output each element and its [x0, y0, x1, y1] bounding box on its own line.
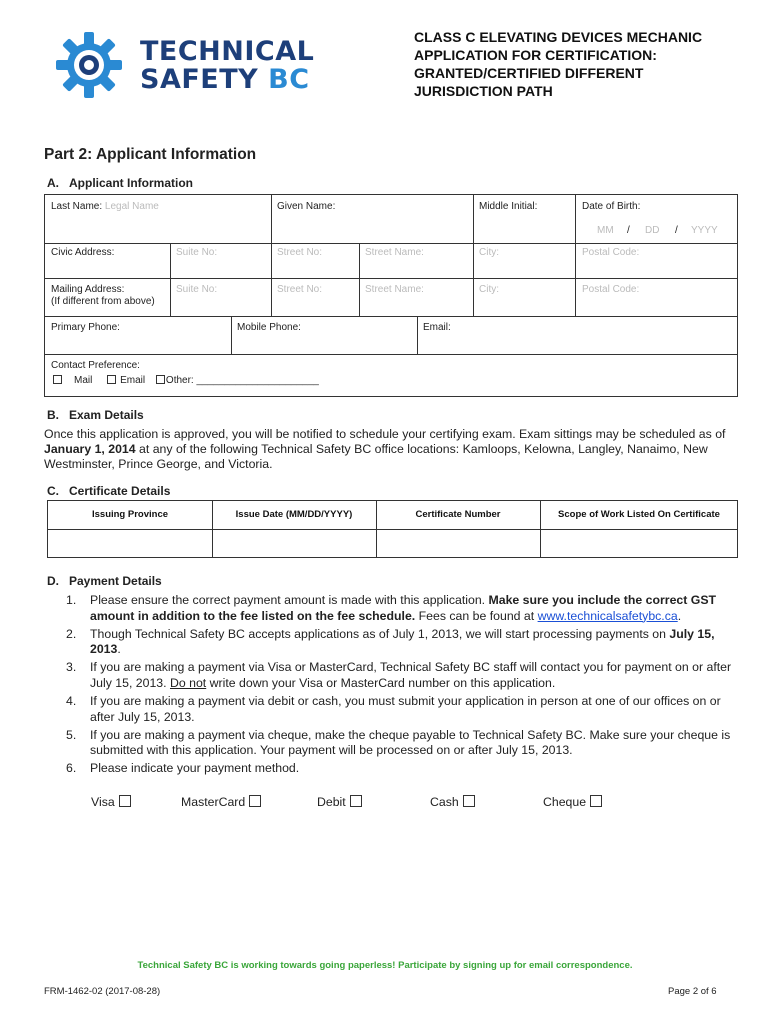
given-name-field[interactable]: Given Name: — [277, 201, 336, 212]
item-bold-text: Make sure you include the correct GST amount in addition to the fee listed on the fee schedule. — [90, 593, 717, 623]
middle-initial-field[interactable]: Middle Initial: — [479, 201, 538, 212]
mailing-suite-field[interactable]: Suite No: — [176, 284, 218, 295]
payment-cheque — [543, 795, 602, 809]
cheque-checkbox[interactable] — [590, 795, 602, 807]
title-line-3: GRANTED/CERTIFIED DIFFERENT — [414, 65, 644, 81]
issuing-province-input[interactable] — [48, 530, 212, 557]
payment-debit — [317, 795, 362, 809]
col-divider — [170, 243, 171, 316]
item-number: 3. — [66, 660, 77, 675]
col-scope-of-work: Scope of Work Listed On Certificate — [558, 509, 720, 520]
section-a-heading: A. Applicant Information — [47, 176, 193, 190]
logo-wordmark — [140, 38, 314, 94]
contact-preference-label: Contact Preference: — [51, 360, 140, 371]
last-name-hint: Legal Name — [104, 201, 159, 212]
debit-label: Debit — [317, 795, 346, 809]
section-b-heading: B. Exam Details — [47, 408, 144, 422]
col-divider — [359, 243, 360, 316]
email-label: Email — [120, 375, 146, 386]
dob-dd: DD — [645, 225, 660, 236]
scope-of-work-input[interactable] — [541, 530, 738, 557]
mailing-street-no-field[interactable]: Street No: — [277, 284, 323, 295]
col-divider — [231, 316, 232, 354]
item-text: . — [677, 608, 682, 623]
item-bold-text: July 15, 2013 — [90, 626, 715, 657]
last-name-field[interactable] — [51, 201, 159, 213]
payment-mastercard — [181, 795, 261, 809]
item-number: 1. — [66, 593, 77, 607]
dob-mm: MM — [597, 225, 614, 236]
mail-checkbox[interactable] — [53, 375, 62, 384]
col-divider — [575, 195, 576, 243]
email-field[interactable]: Email: — [423, 322, 451, 333]
col-divider — [417, 316, 418, 354]
mailing-label-main: Mailing Address: — [51, 284, 125, 295]
row-divider — [45, 243, 737, 244]
civic-suite-field[interactable]: Suite No: — [176, 247, 218, 258]
mailing-city-field[interactable]: City: — [479, 284, 499, 295]
col-divider — [271, 195, 272, 243]
mailing-postal-field[interactable]: Postal Code: — [582, 284, 640, 295]
certificate-table — [47, 500, 738, 558]
item-text: Fees can be found at — [415, 608, 538, 623]
mastercard-checkbox[interactable] — [249, 795, 261, 807]
other-input-line[interactable]: ______________________ — [196, 375, 319, 386]
mailing-label-sub: (If different from above) — [51, 296, 155, 307]
mailing-address-label — [51, 284, 155, 308]
row-divider — [45, 354, 737, 355]
item-number: 4. — [66, 694, 77, 709]
dob-separator: / — [627, 225, 630, 236]
visa-label: Visa — [91, 795, 115, 809]
list-item — [66, 627, 736, 658]
civic-street-name-field[interactable]: Street Name: — [365, 247, 424, 258]
logo-bc: BC — [268, 64, 310, 95]
col-divider — [473, 243, 474, 316]
list-item — [66, 761, 736, 777]
item-text: Though Technical Safety BC accepts applications as of July 1, 2013, we will start processing payments on — [90, 626, 670, 641]
mailing-street-name-field[interactable]: Street Name: — [365, 284, 424, 295]
dob-separator: / — [675, 225, 678, 236]
page-number: Page 2 of 6 — [668, 986, 717, 997]
payment-cash — [430, 795, 475, 809]
applicant-info-table — [44, 194, 738, 397]
document-title — [414, 28, 754, 100]
visa-checkbox[interactable] — [119, 795, 131, 807]
exam-text-1: Once this application is approved, you will be notified to schedule your certifying exam. Exam sittings may be scheduled as of — [44, 427, 726, 441]
issue-date-input[interactable] — [213, 530, 376, 557]
email-checkbox[interactable] — [107, 375, 116, 384]
list-item — [66, 694, 736, 725]
exam-date: January 1, 2014 — [44, 442, 136, 456]
cash-label: Cash — [430, 795, 459, 809]
cheque-label: Cheque — [543, 795, 587, 809]
civic-address-label: Civic Address: — [51, 247, 115, 258]
other-label: Other: — [165, 375, 194, 386]
part-title: Part 2: Applicant Information — [44, 146, 257, 163]
dob-yyyy: YYYY — [691, 225, 718, 236]
mastercard-label: MasterCard — [181, 795, 246, 809]
col-divider — [271, 243, 272, 316]
item-underlined-text: Do not — [169, 675, 207, 690]
item-text: If you are making a payment via Visa or MasterCard, Technical Safety BC staff will contact you for payment on or after July 15, 2013. — [90, 660, 732, 690]
col-divider — [575, 243, 576, 316]
item-number: 6. — [66, 761, 77, 776]
gear-logo-icon — [54, 30, 124, 100]
title-line-2: APPLICATION FOR CERTIFICATION: — [414, 47, 657, 63]
section-c-heading: C. Certificate Details — [47, 484, 171, 498]
section-d-heading: D. Payment Details — [47, 574, 162, 588]
list-item — [66, 660, 736, 691]
item-text: Please ensure the correct payment amount is made with this application. — [90, 593, 489, 607]
last-name-label: Last Name: — [51, 201, 103, 212]
row-divider — [45, 316, 737, 317]
item-text: . — [117, 642, 121, 657]
website-link[interactable]: www.technicalsafetybc.ca — [537, 608, 678, 623]
date-of-birth-field[interactable]: Date of Birth: — [582, 201, 641, 212]
col-issue-date: Issue Date (MM/DD/YYYY) — [235, 509, 353, 520]
exam-details-text — [44, 427, 734, 472]
payment-visa — [91, 795, 131, 809]
list-item — [66, 728, 736, 759]
civic-street-no-field[interactable]: Street No: — [277, 247, 323, 258]
mobile-phone-field[interactable]: Mobile Phone: — [237, 322, 301, 333]
civic-city-field[interactable]: City: — [479, 247, 499, 258]
item-text: If you are making a payment via debit or cash, you must submit your application in person at one of our offices on or after July 15, 2013. — [90, 694, 721, 724]
row-divider — [45, 278, 737, 279]
exam-text-2: at any of the following Technical Safety BC office locations: Kamloops, Kelowna, Langley, Nanaimo, New Westminster, Prince George, and Victoria. — [44, 442, 708, 471]
item-number: 5. — [66, 727, 77, 742]
title-line-1: CLASS C ELEVATING DEVICES MECHANIC — [414, 29, 703, 45]
technical-safety-bc-logo — [54, 30, 324, 100]
form-id: FRM-1462-02 (2017-08-28) — [44, 986, 161, 997]
contact-preference-options — [53, 375, 319, 387]
mail-label: Mail — [74, 375, 93, 386]
col-issuing-province: Issuing Province — [91, 509, 169, 520]
item-text: If you are making a payment via cheque, make the cheque payable to Technical Safety BC. Make sure your cheque is submitted with this application. Your payment will be processed on or after July 15, 2013. — [90, 727, 731, 758]
logo-line-1: TECHNICAL — [140, 36, 315, 67]
logo-line-2 — [140, 66, 314, 94]
item-text: Please indicate your payment method. — [90, 761, 300, 776]
payment-details-list — [66, 593, 736, 780]
col-divider — [473, 195, 474, 243]
col-certificate-number: Certificate Number — [415, 509, 501, 520]
title-line-4: JURISDICTION PATH — [414, 83, 553, 99]
logo-safety: SAFETY — [140, 64, 259, 95]
civic-postal-field[interactable]: Postal Code: — [582, 247, 640, 258]
item-text: write down your Visa or MasterCard number on this application. — [206, 675, 556, 690]
paperless-note: Technical Safety BC is working towards going paperless! Participate by signing up for email correspondence. — [137, 960, 633, 971]
item-number: 2. — [66, 626, 77, 641]
certificate-number-input[interactable] — [377, 530, 540, 557]
cash-checkbox[interactable] — [463, 795, 475, 807]
primary-phone-field[interactable]: Primary Phone: — [51, 322, 120, 333]
list-item — [66, 593, 736, 624]
debit-checkbox[interactable] — [350, 795, 362, 807]
other-checkbox[interactable] — [156, 375, 165, 384]
